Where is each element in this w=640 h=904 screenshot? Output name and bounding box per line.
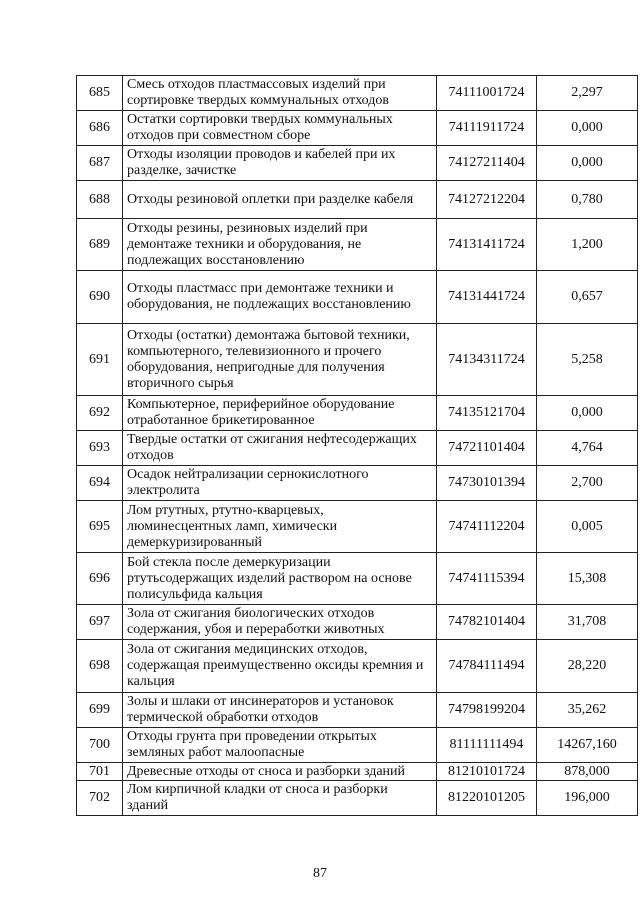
waste-amount-cell: 2,297 xyxy=(537,76,638,111)
waste-amount-cell: 0,005 xyxy=(537,501,638,553)
table-row xyxy=(77,553,638,605)
waste-amount-cell: 196,000 xyxy=(537,781,638,816)
waste-amount-cell: 0,000 xyxy=(537,146,638,181)
row-number-cell: 693 xyxy=(77,431,123,466)
waste-code-cell: 81210101724 xyxy=(437,763,537,781)
waste-name-cell: Отходы резины, резиновых изделий при демонтаже техники и оборудования, не подлежащих восстановлению xyxy=(123,219,437,271)
waste-code-cell: 74135121704 xyxy=(437,396,537,431)
table-row xyxy=(77,466,638,501)
waste-name-cell: Отходы грунта при проведении открытых земляных работ малоопасные xyxy=(123,728,437,763)
waste-code-cell: 74134311724 xyxy=(437,324,537,396)
waste-name-cell: Осадок нейтрализации сернокислотного электролита xyxy=(123,466,437,501)
row-number-cell: 685 xyxy=(77,76,123,111)
row-number-cell: 701 xyxy=(77,763,123,781)
row-number-cell: 688 xyxy=(77,181,123,219)
waste-name-cell: Компьютерное, периферийное оборудование отработанное брикетированное xyxy=(123,396,437,431)
row-number-cell: 686 xyxy=(77,111,123,146)
waste-name-cell: Лом кирпичной кладки от сноса и разборки зданий xyxy=(123,781,437,816)
waste-amount-cell: 2,700 xyxy=(537,466,638,501)
waste-code-cell: 81111111494 xyxy=(437,728,537,763)
row-number-cell: 699 xyxy=(77,693,123,728)
row-number-cell: 696 xyxy=(77,553,123,605)
waste-amount-cell: 28,220 xyxy=(537,640,638,693)
waste-amount-cell: 4,764 xyxy=(537,431,638,466)
waste-name-cell: Твердые остатки от сжигания нефтесодержащих отходов xyxy=(123,431,437,466)
table-row xyxy=(77,111,638,146)
waste-code-cell: 74127211404 xyxy=(437,146,537,181)
row-number-cell: 689 xyxy=(77,219,123,271)
table-row xyxy=(77,763,638,781)
table-row xyxy=(77,76,638,111)
waste-code-cell: 74730101394 xyxy=(437,466,537,501)
waste-code-cell: 74111001724 xyxy=(437,76,537,111)
row-number-cell: 702 xyxy=(77,781,123,816)
waste-amount-cell: 31,708 xyxy=(537,605,638,640)
table-row xyxy=(77,324,638,396)
table-row xyxy=(77,693,638,728)
table-row xyxy=(77,396,638,431)
table-row xyxy=(77,501,638,553)
waste-code-cell: 81220101205 xyxy=(437,781,537,816)
waste-amount-cell: 5,258 xyxy=(537,324,638,396)
row-number-cell: 691 xyxy=(77,324,123,396)
waste-amount-cell: 0,000 xyxy=(537,396,638,431)
waste-code-cell: 74127212204 xyxy=(437,181,537,219)
waste-name-cell: Зола от сжигания медицинских отходов, содержащая преимущественно оксиды кремния и кальция xyxy=(123,640,437,693)
waste-amount-cell: 35,262 xyxy=(537,693,638,728)
waste-amount-cell: 14267,160 xyxy=(537,728,638,763)
waste-name-cell: Отходы изоляции проводов и кабелей при их разделке, зачистке xyxy=(123,146,437,181)
row-number-cell: 694 xyxy=(77,466,123,501)
waste-code-cell: 74131441724 xyxy=(437,271,537,324)
waste-amount-cell: 0,657 xyxy=(537,271,638,324)
waste-code-cell: 74741115394 xyxy=(437,553,537,605)
table-row xyxy=(77,271,638,324)
waste-name-cell: Зола от сжигания биологических отходов содержания, убоя и переработки животных xyxy=(123,605,437,640)
waste-table xyxy=(76,75,638,816)
waste-name-cell: Отходы пластмасс при демонтаже техники и оборудования, не подлежащих восстановлению xyxy=(123,271,437,324)
row-number-cell: 700 xyxy=(77,728,123,763)
waste-name-cell: Золы и шлаки от инсинераторов и установок термической обработки отходов xyxy=(123,693,437,728)
row-number-cell: 695 xyxy=(77,501,123,553)
waste-name-cell: Отходы резиновой оплетки при разделке кабеля xyxy=(123,181,437,219)
row-number-cell: 698 xyxy=(77,640,123,693)
row-number-cell: 697 xyxy=(77,605,123,640)
table-row xyxy=(77,781,638,816)
waste-code-cell: 74798199204 xyxy=(437,693,537,728)
waste-name-cell: Лом ртутных, ртутно-кварцевых, люминесцентных ламп, химически демеркуризированный xyxy=(123,501,437,553)
table-row xyxy=(77,181,638,219)
table-row xyxy=(77,146,638,181)
row-number-cell: 692 xyxy=(77,396,123,431)
row-number-cell: 687 xyxy=(77,146,123,181)
waste-amount-cell: 0,780 xyxy=(537,181,638,219)
waste-code-cell: 74784111494 xyxy=(437,640,537,693)
waste-name-cell: Древесные отходы от сноса и разборки зданий xyxy=(123,763,437,781)
waste-code-cell: 74741112204 xyxy=(437,501,537,553)
table-row xyxy=(77,605,638,640)
table-row xyxy=(77,219,638,271)
waste-amount-cell: 0,000 xyxy=(537,111,638,146)
waste-code-cell: 74111911724 xyxy=(437,111,537,146)
waste-name-cell: Бой стекла после демеркуризации ртутьсодержащих изделий раствором на основе полисульфида кальция xyxy=(123,553,437,605)
table-row xyxy=(77,728,638,763)
waste-amount-cell: 15,308 xyxy=(537,553,638,605)
waste-amount-cell: 1,200 xyxy=(537,219,638,271)
waste-code-cell: 74782101404 xyxy=(437,605,537,640)
waste-code-cell: 74131411724 xyxy=(437,219,537,271)
table-row xyxy=(77,431,638,466)
waste-name-cell: Смесь отходов пластмассовых изделий при сортировке твердых коммунальных отходов xyxy=(123,76,437,111)
waste-amount-cell: 878,000 xyxy=(537,763,638,781)
waste-code-cell: 74721101404 xyxy=(437,431,537,466)
waste-table-body xyxy=(77,76,638,816)
row-number-cell: 690 xyxy=(77,271,123,324)
waste-name-cell: Отходы (остатки) демонтажа бытовой техники, компьютерного, телевизионного и прочего оборудования, непригодные для получения вторичного сырья xyxy=(123,324,437,396)
waste-name-cell: Остатки сортировки твердых коммунальных отходов при совместном сборе xyxy=(123,111,437,146)
page-number: 87 xyxy=(313,866,327,881)
table-row xyxy=(77,640,638,693)
